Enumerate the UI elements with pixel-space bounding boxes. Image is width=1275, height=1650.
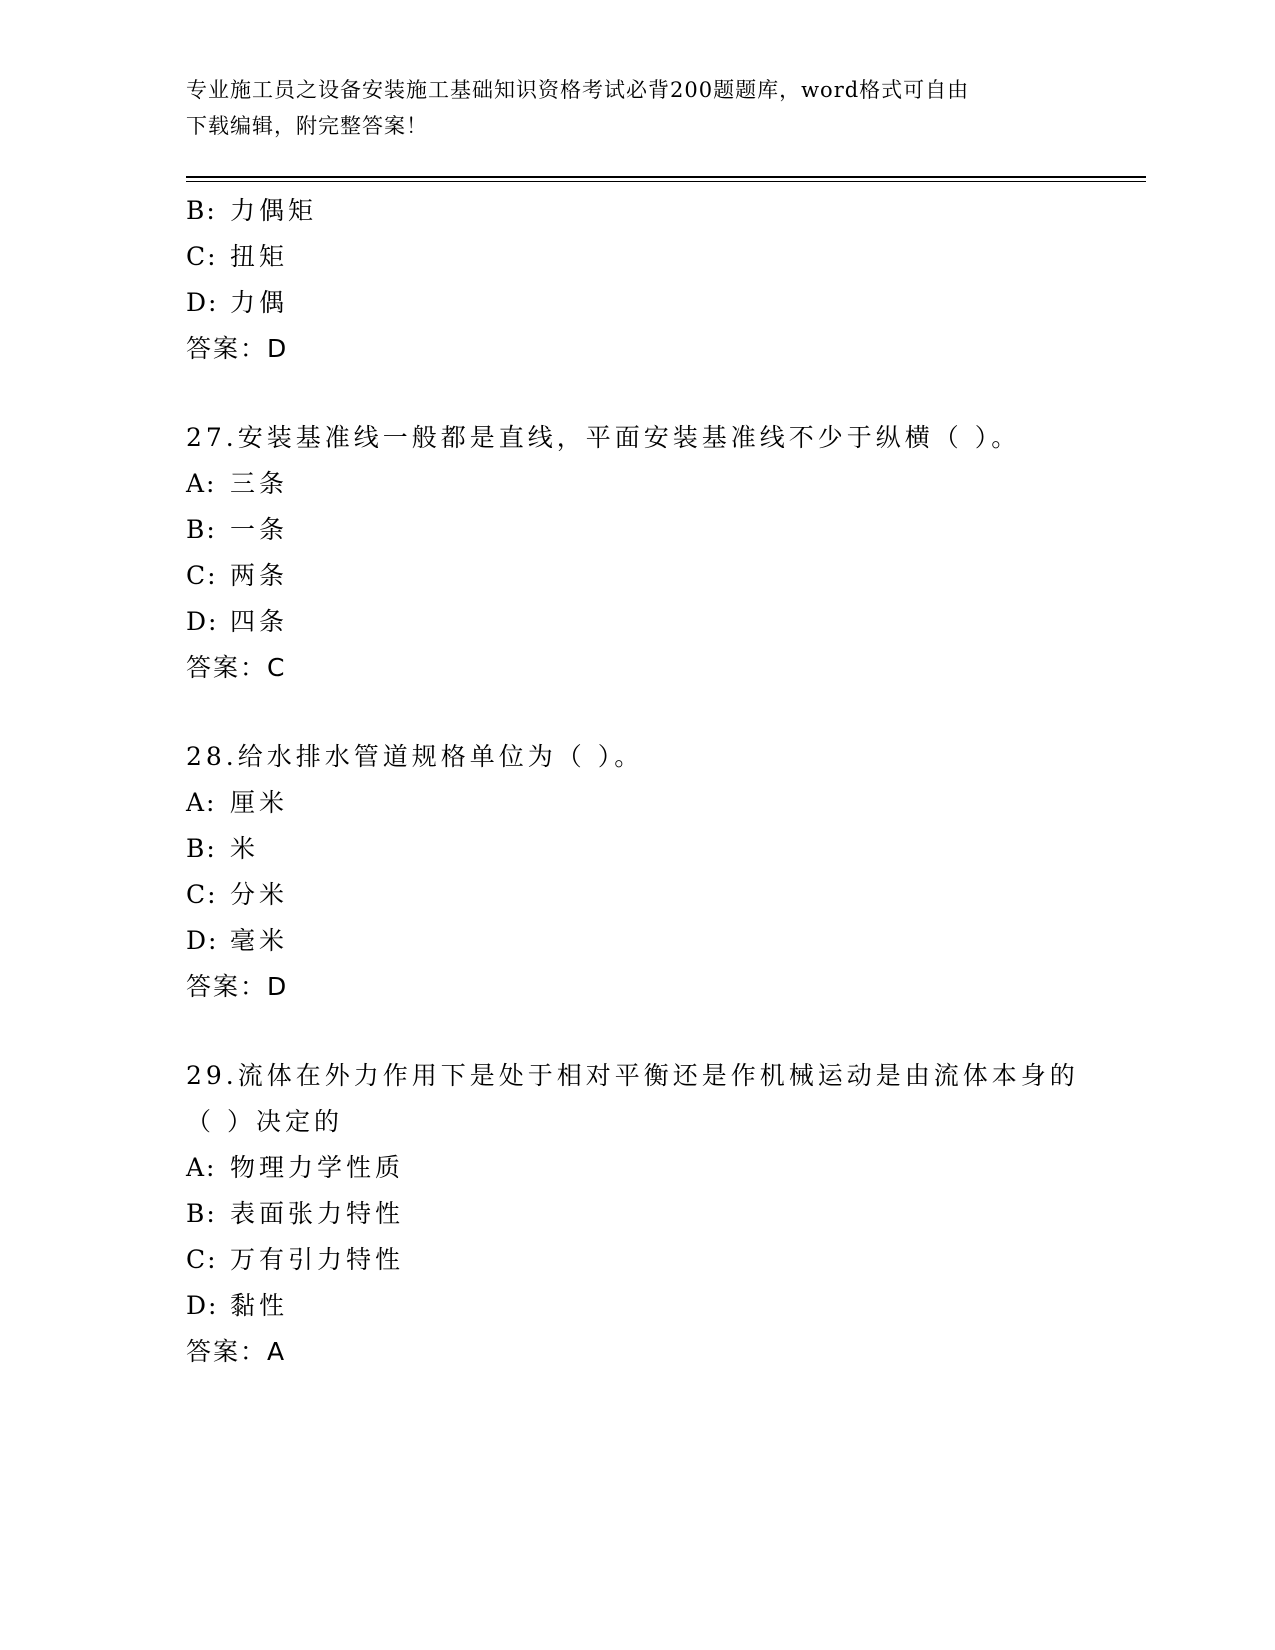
option-text: 黏性 xyxy=(230,1291,289,1320)
answer: 答案：A xyxy=(186,1337,287,1366)
option-a xyxy=(186,1145,1086,1191)
option-text: 三条 xyxy=(230,469,289,498)
option-text: 米 xyxy=(230,834,260,863)
option-text: 四条 xyxy=(230,607,289,636)
option-text: 一条 xyxy=(230,515,289,544)
option-text: 物理力学性质 xyxy=(230,1153,405,1182)
option-c xyxy=(186,553,1086,599)
question-stem: 27.安装基准线一般都是直线，平面安装基准线不少于纵横（ ）。 xyxy=(186,423,1021,452)
question-26 xyxy=(186,188,1086,372)
answer: 答案：D xyxy=(186,972,289,1001)
spacer xyxy=(186,691,1086,734)
option-b xyxy=(186,826,1086,872)
option-text: 扭矩 xyxy=(230,242,289,271)
option-c xyxy=(186,1237,1086,1283)
option-label: C: xyxy=(186,242,218,271)
option-d xyxy=(186,918,1086,964)
option-a xyxy=(186,780,1086,826)
option-label: B: xyxy=(186,196,217,225)
answer: 答案：D xyxy=(186,334,289,363)
option-label: B: xyxy=(186,834,217,863)
header-divider-thin xyxy=(186,181,1146,182)
option-text: 分米 xyxy=(230,880,289,909)
option-label: C: xyxy=(186,880,218,909)
question-29 xyxy=(186,1053,1086,1375)
answer: 答案：C xyxy=(186,653,287,682)
option-text: 力偶矩 xyxy=(230,196,318,225)
option-c xyxy=(186,872,1086,918)
question-stem: 29.流体在外力作用下是处于相对平衡还是作机械运动是由流体本身的 xyxy=(186,1061,1079,1090)
option-label: D: xyxy=(186,926,219,955)
option-text: 毫米 xyxy=(230,926,289,955)
option-label: D: xyxy=(186,607,219,636)
option-label: A: xyxy=(186,469,217,498)
option-text: 厘米 xyxy=(230,788,289,817)
option-label: B: xyxy=(186,515,217,544)
option-d xyxy=(186,599,1086,645)
option-text: 表面张力特性 xyxy=(230,1199,405,1228)
question-stem: 28.给水排水管道规格单位为（ ）。 xyxy=(186,742,644,771)
option-label: A: xyxy=(186,1153,217,1182)
option-label: C: xyxy=(186,1245,218,1274)
header-title-line-1: 专业施工员之设备安装施工基础知识资格考试必背200题题库，word格式可自由 xyxy=(186,78,970,102)
option-label: B: xyxy=(186,1199,217,1228)
option-a xyxy=(186,461,1086,507)
question-28 xyxy=(186,734,1086,1010)
option-b xyxy=(186,188,1086,234)
option-b xyxy=(186,507,1086,553)
option-d xyxy=(186,1283,1086,1329)
spacer xyxy=(186,1010,1086,1053)
option-b xyxy=(186,1191,1086,1237)
option-text: 万有引力特性 xyxy=(230,1245,405,1274)
option-label: A: xyxy=(186,788,217,817)
option-label: D: xyxy=(186,1291,219,1320)
option-label: C: xyxy=(186,561,218,590)
option-text: 力偶 xyxy=(230,288,289,317)
header-title-line-2: 下载编辑，附完整答案！ xyxy=(186,114,428,138)
spacer xyxy=(186,372,1086,415)
document-header xyxy=(186,72,1086,144)
option-text: 两条 xyxy=(230,561,289,590)
question-27 xyxy=(186,415,1086,691)
question-stem-continued: （ ）决定的 xyxy=(186,1107,343,1136)
header-divider xyxy=(186,176,1146,178)
option-label: D: xyxy=(186,288,219,317)
option-d xyxy=(186,280,1086,326)
option-c xyxy=(186,234,1086,280)
question-list xyxy=(186,188,1086,1375)
